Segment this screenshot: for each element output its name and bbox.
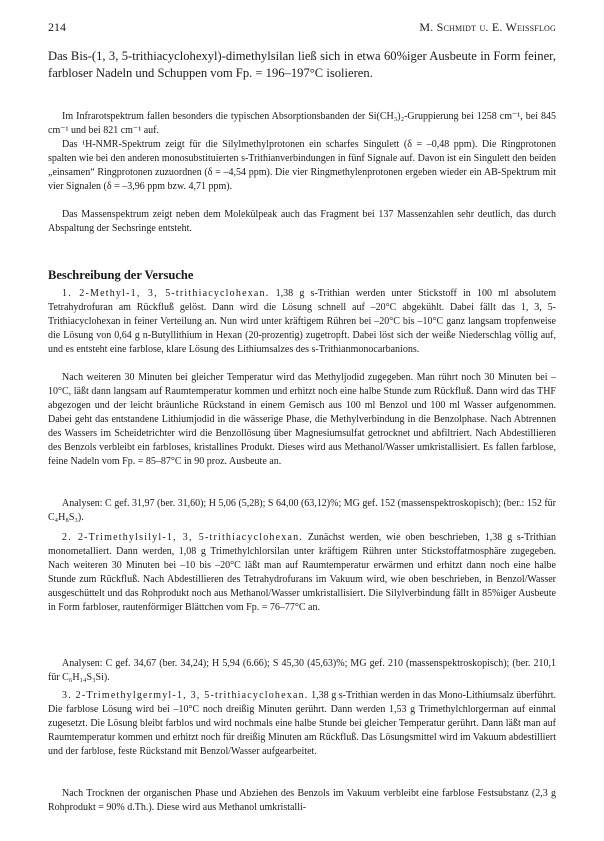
exp2-text: Zunächst werden, wie oben beschrieben, 1,38 g s-Trithian monometalliert. Dann werden, 1,08 g Trimethylchlorsilan unter kräftigem Rühren unter Stickstoffatmosphäre zugegeben. Nach weiteren 30 Minuten bei –10 bis –20°C läßt man auf Raumtemperatur erwärmen und erhitzt dann noch eine halbe Stunde zum Rückfluß. Nach Abdestillieren des Tetrahydrofurans im Vakuum wird, wie oben beschrieben, in Benzol/Wasser ausgeschüttelt und das Rohprodukt noch aus Methanol/Wasser umkristallisiert. Die Silylverbindung fällt in 85%iger Ausbeute in Form farbloser, rautenförmiger Blättchen vom Fp. = 76–77°C an. — [48, 532, 556, 613]
exp2-paragraph — [48, 531, 556, 615]
exp3-workup-paragraph: Nach Trocknen der organischen Phase und Abziehen des Benzols im Vakuum verbleibt eine farblose Festsubstanz (2,3 g Rohprodukt = 90% d.Th.). Diese wird aus Methanol umkristalli- — [48, 788, 556, 813]
nmr-paragraph: Das ¹H-NMR-Spektrum zeigt für die Silylmethylprotonen ein scharfes Singulett (δ = –0,48 ppm). Die Ringprotonen spalten wie bei den anderen monosubstituierten s-Trithianverbindungen in fünf Signale auf. Davon ist ein Singulett den beiden „einsamen“ Ringprotonen zuzuordnen (δ = –4,54 ppm). Die vier Ringmethylenprotonen ergeben wieder ein AB-Spektrum mit vier Signalen (δ = –3,96 ppm bzw. 4,71 ppm). — [48, 139, 556, 192]
exp2-analysis: Analysen: C gef. 34,67 (ber. 34,24); H 5,94 (6.66); S 45,30 (45,63)%; MG gef. 210 (massenspektroskopisch); (ber. 210,1 für C₆H₁₄S₃Si). — [48, 658, 556, 683]
intro-paragraph: Das Bis-(1, 3, 5-trithiacyclohexyl)-dimethylsilan ließ sich in etwa 60%iger Ausbeute in Form feiner, farbloser Nadeln und Schuppen vom Fp. = 196–197°C isolieren. — [48, 49, 556, 80]
exp3-text: 1,38 g s-Trithian werden in das Mono-Lithiumsalz überführt. Die farblose Lösung wird bei –10°C noch dreißig Minuten gerührt. Dann werden 1,53 g Trimethylchlorgerman auf einmal zugesetzt. Die Lösung bleibt farblos und wird nochmals eine halbe Stunde bei gleicher Temperatur gerührt. Dann läßt man auf Raumtemperatur kommen und erhitzt noch für dreißig Minuten am Rückfluß. Das Lösungsmittel wird im Vakuum abdestilliert und der farblose, feste Rückstand mit Benzol/Wasser aufgearbeitet. — [48, 690, 556, 757]
exp1-workup-paragraph: Nach weiteren 30 Minuten bei gleicher Temperatur wird das Methyljodid zugegeben. Man rührt noch 30 Minuten bei –10°C, läßt dann langsam auf Raumtemperatur kommen und erhitzt noch eine halbe Stunde zum Rückfluß. Dann wird das THF abgezogen und der leicht bräunliche Rückstand in einem Gemisch aus 100 ml Benzol und 100 ml Wasser aufgenommen. Dabei geht das entstandene Lithiumjodid in die wässerige Phase, die Methylverbindung in die Benzolphase. Nach Abtrennen des Wassers im Scheidetrichter wird die Benzollösung über Magnesiumsulfat getrocknet und abfiltriert. Nach Abdestillieren des Benzols verbleibt ein farbloses, kristallines Produkt. Dieses wird aus Methanol/Wasser umkristallisiert. Es fallen farblose, feine Nadeln vom Fp. = 85–87°C in 90 proz. Ausbeute an. — [48, 372, 556, 467]
section-heading: Beschreibung der Versuche — [48, 268, 194, 282]
running-title: M. Schmidt u. E. Weissflog — [419, 20, 556, 34]
ms-paragraph: Das Massenspektrum zeigt neben dem Molekülpeak auch das Fragment bei 137 Massenzahlen sehr deutlich, das durch Abspaltung der Sechsringe entsteht. — [48, 209, 556, 234]
exp1-text: 1,38 g s-Trithian werden unter Stickstoff in 100 ml absolutem Tetrahydrofuran am Rückfluß gelöst. Dann wird die Lösung schnell auf –20°C abgekühlt. Dabei fällt das 1, 3, 5-Trithiacyclohexan in feiner Verteilung an. Nun wird unter kräftigem Rühren bei –20°C bis –10°C ganz langsam tropfenweise die Lösung von 0,64 g n-Butyllithium in Hexan (20-prozentig) zugetropft. Dabei löst sich der weiße Niederschlag völlig auf, und es entsteht eine farblose, klare Lösung des Lithiumsalzes des s-Trithianmonocarbanions. — [48, 288, 556, 355]
exp1-analysis: Analysen: C gef. 31,97 (ber. 31,60); H 5,06 (5,28); S 64,00 (63,12)%; MG gef. 152 (massenspektroskopisch); (ber.: 152 für C₄H₈S₃). — [48, 498, 556, 523]
exp1-title: 1. 2-Methyl-1, 3, 5-trithiacyclohexan. — [62, 288, 270, 299]
ir-paragraph: Im Infrarotspektrum fallen besonders die typischen Absorptionsbanden der Si(CH₃)₂-Gruppierung bei 1258 cm⁻¹, bei 845 cm⁻¹ und bei 821 cm⁻¹ auf. — [48, 111, 556, 136]
running-header — [48, 20, 556, 36]
exp1-paragraph — [48, 287, 556, 357]
exp2-title: 2. 2-Trimethylsilyl-1, 3, 5-trithiacyclohexan. — [62, 532, 303, 543]
page-number: 214 — [48, 20, 66, 34]
exp3-paragraph — [48, 689, 556, 759]
exp3-title: 3. 2-Trimethylgermyl-1, 3, 5-trithiacyclohexan. — [62, 690, 309, 701]
